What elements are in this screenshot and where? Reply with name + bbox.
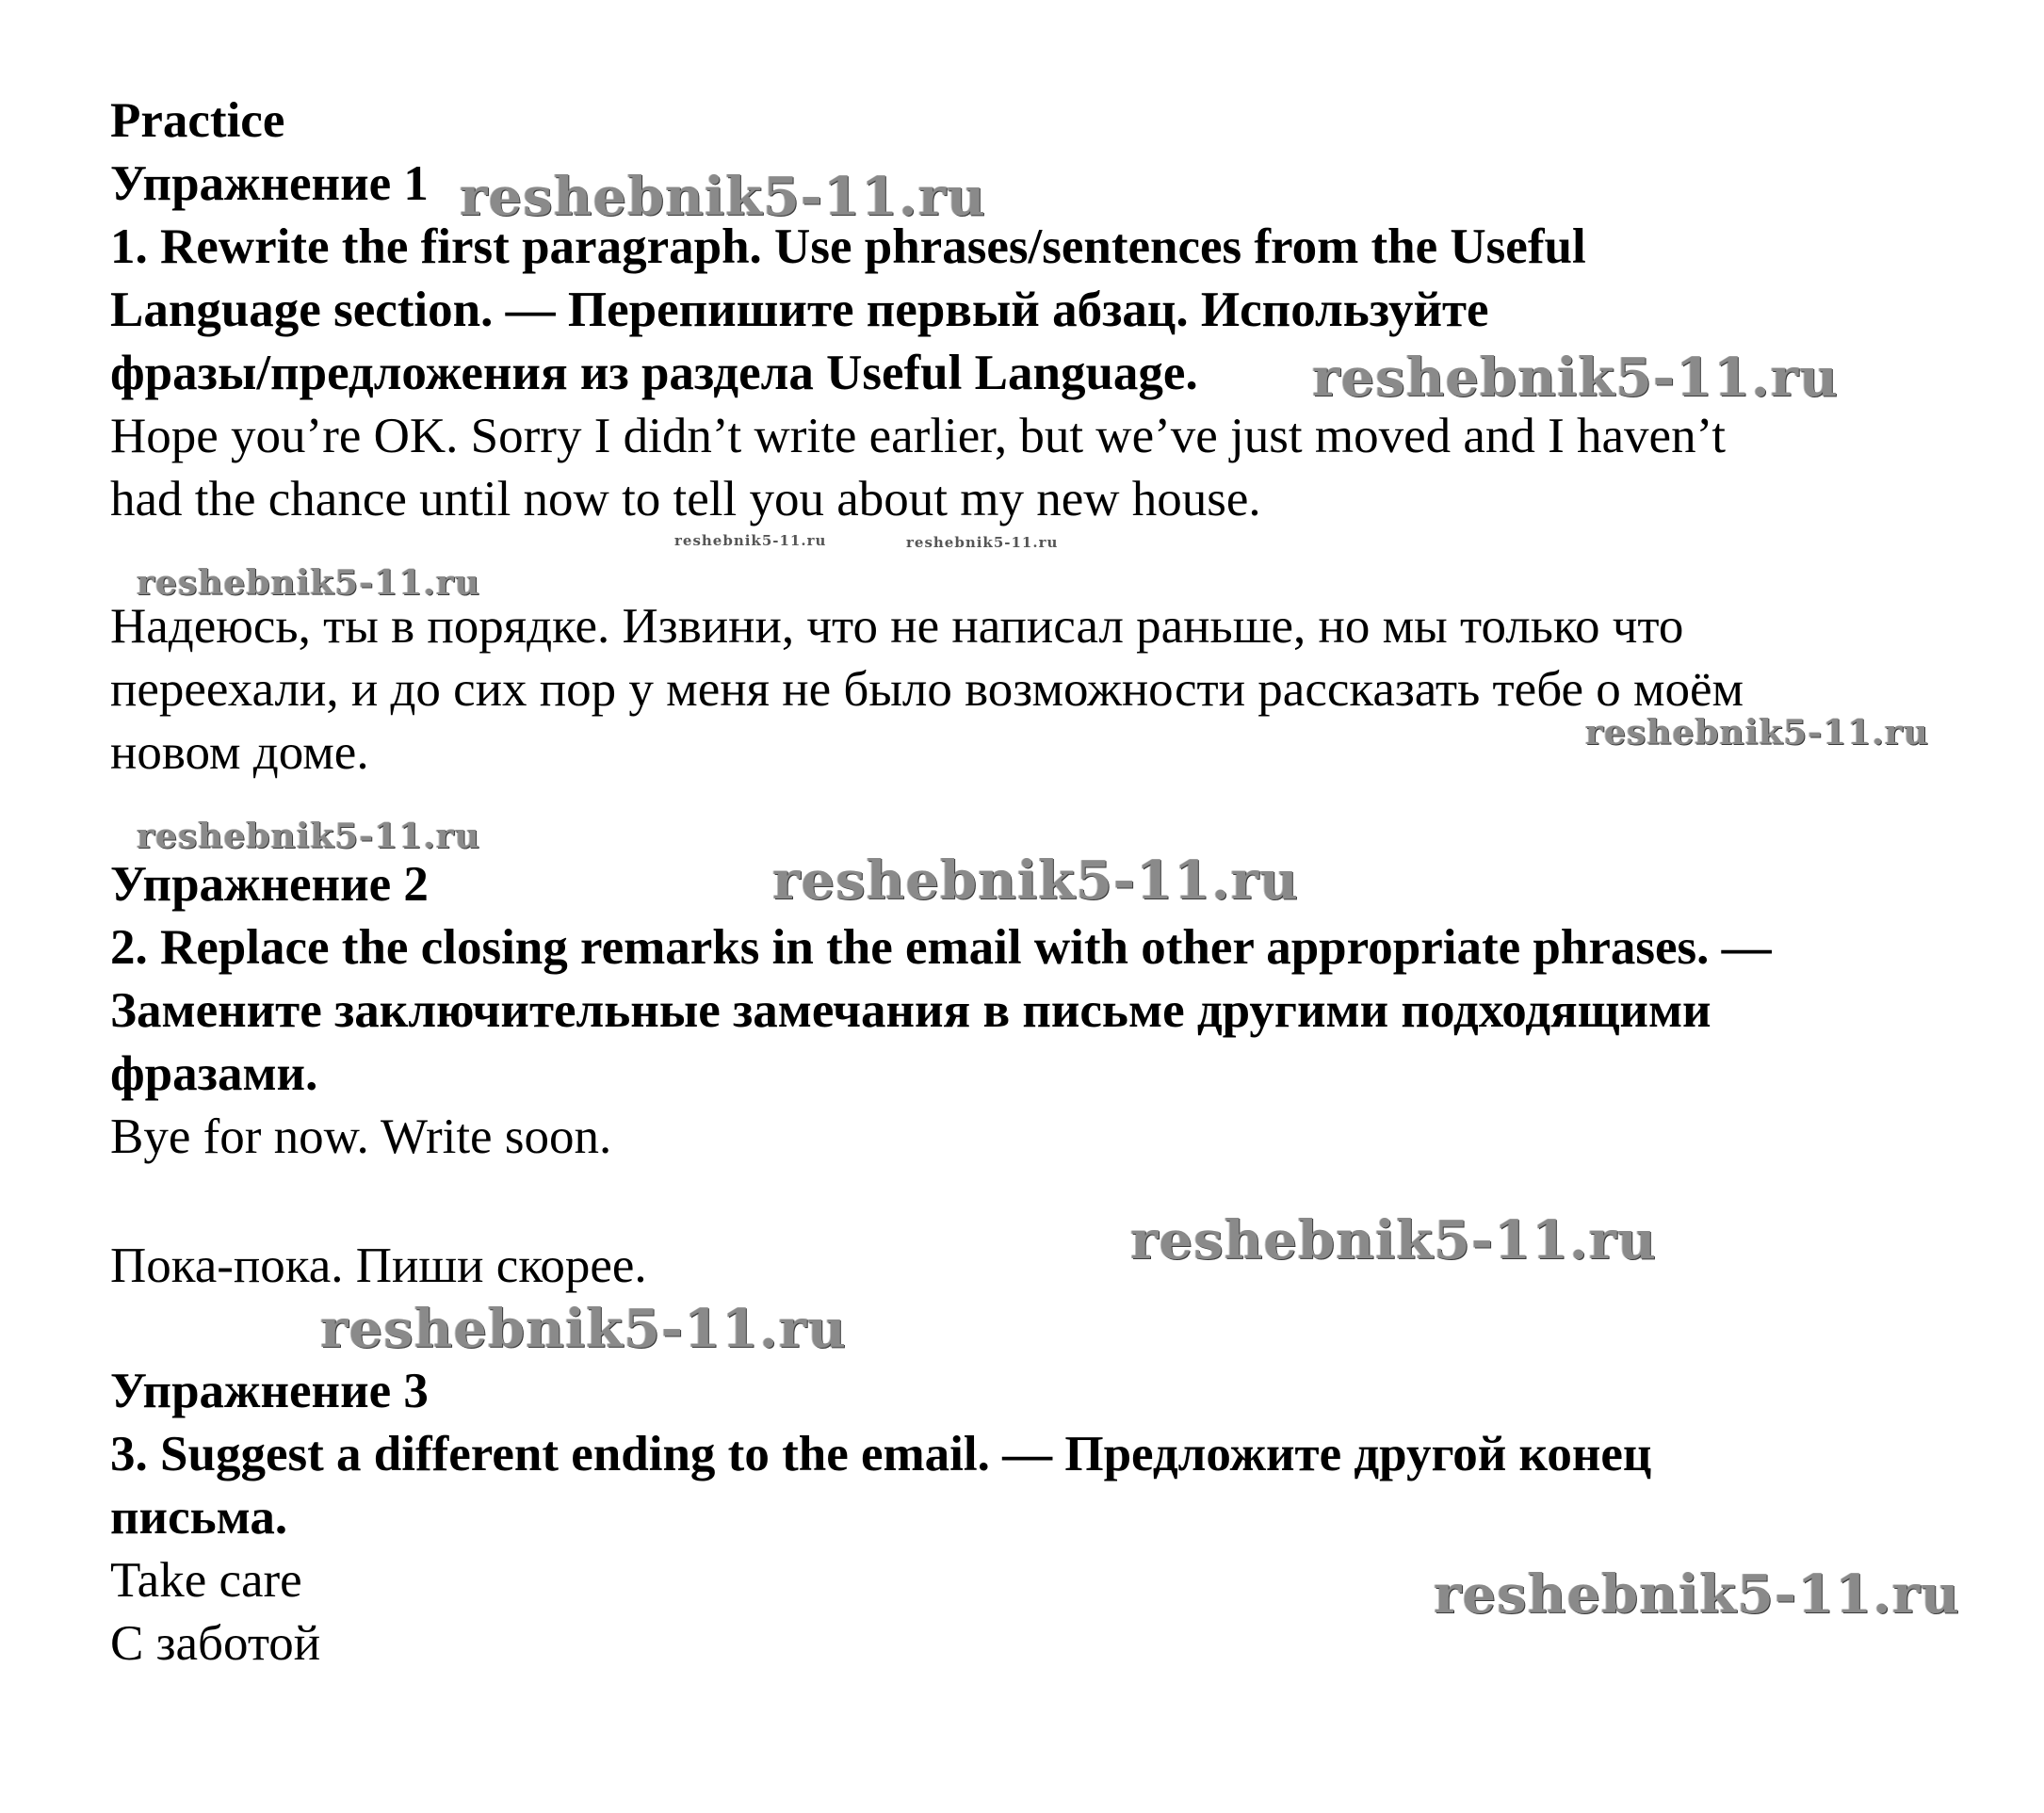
exercise-2-heading: Упражнение 2 [110,857,429,912]
watermark: reshebnik5-11.ru [320,1298,847,1360]
exercise-1-task-line-3: фразы/предложения из раздела Useful Language. [110,346,1198,400]
exercise-3-russian-line-1: С заботой [110,1616,321,1671]
exercise-3-heading: Упражнение 3 [110,1364,429,1418]
watermark: reshebnik5-11.ru [1130,1209,1657,1271]
exercise-1-russian-line-3: новом доме. [110,725,369,780]
exercise-1-english-line-2: had the chance until now to tell you about my new house. [110,472,1261,526]
watermark: reshebnik5-11.ru [460,166,986,228]
exercise-1-task-line-2: Language section. — Перепишите первый абзац. Используйте [110,283,1489,337]
watermark: reshebnik5-11.ru [1434,1563,1960,1626]
exercise-1-task-line-1: 1. Rewrite the first paragraph. Use phrases/sentences from the Useful [110,219,1586,274]
exercise-2-russian-line-1: Пока-пока. Пиши скорее. [110,1238,647,1293]
watermark: reshebnik5-11.ru [674,532,827,549]
watermark: reshebnik5-11.ru [1312,347,1839,409]
watermark: reshebnik5-11.ru [906,534,1059,551]
exercise-2-english-line-1: Bye for now. Write soon. [110,1109,612,1164]
page-title: Practice [110,93,285,148]
exercise-3-english-line-1: Take care [110,1553,302,1608]
exercise-1-heading: Упражнение 1 [110,156,429,211]
exercise-2-task-line-2: Замените заключительные замечания в письме другими подходящими [110,983,1711,1038]
exercise-1-russian-line-1: Надеюсь, ты в порядке. Извини, что не написал раньше, но мы только что [110,599,1684,654]
watermark: reshebnik5-11.ru [772,850,1299,912]
exercise-1-english-line-1: Hope you’re OK. Sorry I didn’t write earlier, but we’ve just moved and I haven’t [110,409,1726,463]
exercise-2-task-line-1: 2. Replace the closing remarks in the email with other appropriate phrases. — [110,920,1772,975]
watermark: reshebnik5-11.ru [137,817,480,856]
exercise-2-task-line-3: фразами. [110,1046,318,1101]
exercise-3-task-line-2: письма. [110,1490,288,1545]
exercise-3-task-line-1: 3. Suggest a different ending to the email. — Предложите другой конец [110,1427,1652,1481]
exercise-1-russian-line-2: переехали, и до сих пор у меня не было возможности рассказать тебе о моём [110,662,1744,717]
watermark: reshebnik5-11.ru [1585,713,1929,753]
watermark: reshebnik5-11.ru [137,563,480,603]
